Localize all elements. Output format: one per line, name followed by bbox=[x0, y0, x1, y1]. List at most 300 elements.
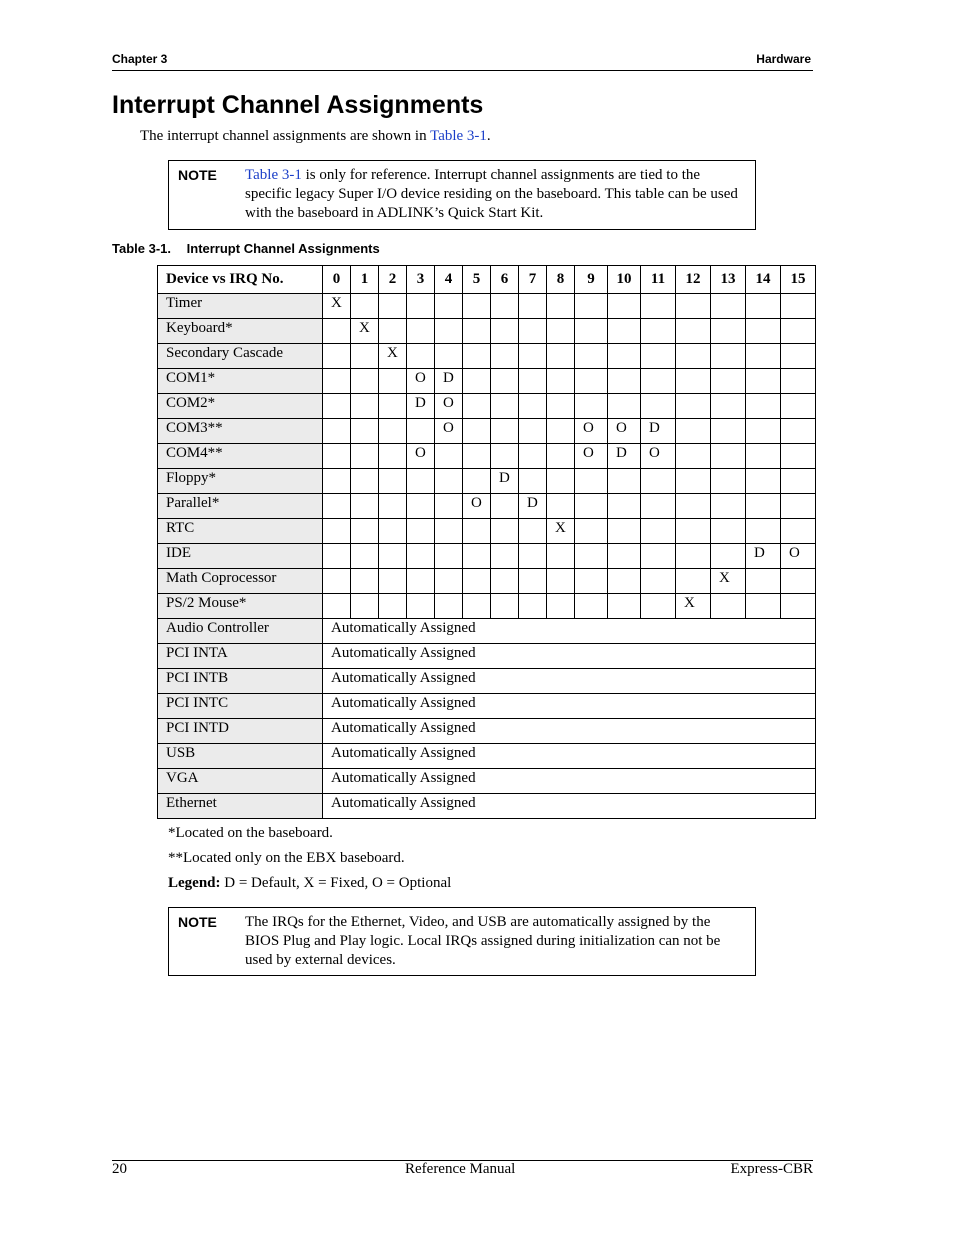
header-irq-12: 12 bbox=[676, 266, 711, 294]
legend-label: Legend: bbox=[168, 875, 221, 891]
irq-cell bbox=[435, 469, 463, 494]
irq-cell bbox=[547, 494, 575, 519]
irq-cell bbox=[781, 419, 816, 444]
irq-cell: D bbox=[491, 469, 519, 494]
irq-cell bbox=[641, 469, 676, 494]
irq-cell bbox=[575, 294, 608, 319]
irq-cell bbox=[608, 319, 641, 344]
irq-cell bbox=[519, 594, 547, 619]
auto-assigned-cell: Automatically Assigned bbox=[323, 669, 816, 694]
header-irq-1: 1 bbox=[351, 266, 379, 294]
irq-cell bbox=[323, 444, 351, 469]
header-irq-7: 7 bbox=[519, 266, 547, 294]
header-irq-0: 0 bbox=[323, 266, 351, 294]
irq-assignment-table bbox=[157, 265, 816, 819]
irq-cell: O bbox=[575, 419, 608, 444]
irq-cell bbox=[407, 344, 435, 369]
irq-cell bbox=[435, 594, 463, 619]
irq-cell bbox=[746, 394, 781, 419]
irq-cell bbox=[435, 344, 463, 369]
irq-cell bbox=[323, 344, 351, 369]
irq-cell bbox=[323, 544, 351, 569]
note-text: The IRQs for the Ethernet, Video, and USB are automatically assigned by the BIOS Plug and Play logic. Local IRQs assigned during initialization can not be used by external devices. bbox=[245, 914, 721, 968]
irq-cell bbox=[379, 544, 407, 569]
device-name: Keyboard* bbox=[158, 319, 323, 344]
irq-cell bbox=[463, 569, 491, 594]
table-row bbox=[158, 344, 816, 369]
irq-cell: O bbox=[407, 369, 435, 394]
irq-cell bbox=[323, 494, 351, 519]
device-name: PCI INTC bbox=[158, 694, 323, 719]
table-row bbox=[158, 444, 816, 469]
irq-cell bbox=[676, 369, 711, 394]
table-row bbox=[158, 519, 816, 544]
irq-cell bbox=[519, 569, 547, 594]
irq-cell bbox=[463, 294, 491, 319]
irq-cell bbox=[711, 369, 746, 394]
note-box-irq bbox=[168, 907, 756, 976]
irq-cell bbox=[781, 569, 816, 594]
note-body: is only for reference. Interrupt channel assignments are tied to the specific legacy Super I/O device residing on the baseboard. This table can be used with the baseboard in ADLINK’s Quick Start Kit. bbox=[245, 167, 738, 221]
irq-cell bbox=[781, 519, 816, 544]
irq-cell: X bbox=[351, 319, 379, 344]
footnote-ebx: **Located only on the EBX baseboard. bbox=[168, 850, 405, 866]
irq-cell bbox=[379, 369, 407, 394]
irq-cell bbox=[547, 344, 575, 369]
irq-cell: X bbox=[676, 594, 711, 619]
device-name: COM1* bbox=[158, 369, 323, 394]
intro-text: The interrupt channel assignments are shown in bbox=[140, 128, 431, 144]
irq-cell bbox=[407, 594, 435, 619]
irq-cell bbox=[407, 294, 435, 319]
irq-cell bbox=[746, 469, 781, 494]
irq-cell bbox=[519, 519, 547, 544]
irq-cell bbox=[351, 594, 379, 619]
irq-cell bbox=[641, 344, 676, 369]
irq-cell bbox=[407, 494, 435, 519]
irq-cell bbox=[676, 544, 711, 569]
irq-cell bbox=[676, 294, 711, 319]
device-name: PS/2 Mouse* bbox=[158, 594, 323, 619]
irq-cell: O bbox=[641, 444, 676, 469]
irq-cell: X bbox=[547, 519, 575, 544]
page-footer bbox=[112, 1160, 813, 1181]
irq-cell bbox=[676, 569, 711, 594]
irq-cell bbox=[463, 469, 491, 494]
page-title: Interrupt Channel Assignments bbox=[112, 91, 484, 119]
irq-cell bbox=[435, 294, 463, 319]
irq-cell bbox=[463, 394, 491, 419]
auto-assigned-cell: Automatically Assigned bbox=[323, 719, 816, 744]
irq-cell bbox=[641, 494, 676, 519]
irq-cell bbox=[781, 394, 816, 419]
table-row bbox=[158, 319, 816, 344]
irq-cell bbox=[491, 369, 519, 394]
irq-cell bbox=[641, 294, 676, 319]
irq-cell bbox=[351, 544, 379, 569]
irq-cell bbox=[435, 569, 463, 594]
irq-cell bbox=[547, 469, 575, 494]
irq-cell bbox=[676, 344, 711, 369]
irq-cell bbox=[323, 419, 351, 444]
auto-assigned-cell: Automatically Assigned bbox=[323, 694, 816, 719]
irq-cell bbox=[351, 419, 379, 444]
irq-cell bbox=[547, 369, 575, 394]
device-name: Ethernet bbox=[158, 794, 323, 819]
intro-end: . bbox=[486, 128, 491, 144]
irq-cell bbox=[435, 494, 463, 519]
device-name: Floppy* bbox=[158, 469, 323, 494]
irq-cell bbox=[781, 594, 816, 619]
note-table-link[interactable]: Table 3-1 bbox=[245, 167, 302, 183]
irq-cell bbox=[519, 369, 547, 394]
irq-cell bbox=[641, 369, 676, 394]
irq-cell bbox=[711, 319, 746, 344]
irq-cell bbox=[491, 519, 519, 544]
irq-cell bbox=[608, 569, 641, 594]
irq-cell bbox=[547, 294, 575, 319]
irq-cell bbox=[351, 394, 379, 419]
irq-cell: O bbox=[781, 544, 816, 569]
irq-cell: X bbox=[379, 344, 407, 369]
irq-cell bbox=[351, 294, 379, 319]
irq-cell bbox=[676, 444, 711, 469]
irq-cell: O bbox=[435, 394, 463, 419]
auto-assigned-cell: Automatically Assigned bbox=[323, 794, 816, 819]
irq-cell bbox=[323, 519, 351, 544]
header-irq-3: 3 bbox=[407, 266, 435, 294]
irq-cell: D bbox=[407, 394, 435, 419]
irq-cell bbox=[575, 369, 608, 394]
irq-cell bbox=[608, 519, 641, 544]
irq-cell bbox=[407, 519, 435, 544]
irq-cell bbox=[351, 569, 379, 594]
irq-cell bbox=[547, 594, 575, 619]
irq-cell bbox=[711, 344, 746, 369]
irq-cell bbox=[435, 544, 463, 569]
irq-cell bbox=[491, 394, 519, 419]
table-row bbox=[158, 544, 816, 569]
auto-assigned-cell: Automatically Assigned bbox=[323, 619, 816, 644]
irq-cell bbox=[407, 419, 435, 444]
irq-cell bbox=[781, 494, 816, 519]
irq-cell bbox=[641, 594, 676, 619]
device-name: COM4** bbox=[158, 444, 323, 469]
table-row bbox=[158, 794, 816, 819]
irq-cell: X bbox=[323, 294, 351, 319]
irq-cell: D bbox=[608, 444, 641, 469]
irq-cell bbox=[379, 419, 407, 444]
auto-assigned-cell: Automatically Assigned bbox=[323, 744, 816, 769]
irq-cell bbox=[379, 319, 407, 344]
table-header-row bbox=[158, 266, 816, 294]
irq-cell bbox=[575, 569, 608, 594]
irq-cell bbox=[491, 444, 519, 469]
irq-cell bbox=[351, 494, 379, 519]
irq-cell bbox=[491, 294, 519, 319]
irq-cell bbox=[641, 519, 676, 544]
irq-cell bbox=[463, 444, 491, 469]
irq-cell bbox=[608, 494, 641, 519]
header-irq-13: 13 bbox=[711, 266, 746, 294]
irq-cell bbox=[379, 394, 407, 419]
table-row bbox=[158, 294, 816, 319]
irq-cell bbox=[608, 344, 641, 369]
device-name: IDE bbox=[158, 544, 323, 569]
irq-cell bbox=[575, 344, 608, 369]
irq-cell bbox=[491, 494, 519, 519]
irq-cell: O bbox=[463, 494, 491, 519]
header-section: Hardware bbox=[756, 52, 811, 66]
page-header bbox=[112, 52, 813, 71]
irq-cell bbox=[575, 519, 608, 544]
irq-cell bbox=[463, 519, 491, 544]
device-name: Parallel* bbox=[158, 494, 323, 519]
irq-cell bbox=[491, 544, 519, 569]
irq-cell bbox=[323, 394, 351, 419]
irq-cell bbox=[491, 569, 519, 594]
device-name: USB bbox=[158, 744, 323, 769]
irq-cell bbox=[407, 544, 435, 569]
irq-cell: O bbox=[407, 444, 435, 469]
irq-cell bbox=[781, 369, 816, 394]
irq-cell bbox=[781, 319, 816, 344]
irq-cell bbox=[351, 344, 379, 369]
irq-cell bbox=[608, 594, 641, 619]
irq-cell bbox=[711, 294, 746, 319]
irq-cell bbox=[379, 594, 407, 619]
table-row bbox=[158, 769, 816, 794]
irq-cell bbox=[547, 419, 575, 444]
footnote-baseboard: *Located on the baseboard. bbox=[168, 825, 333, 841]
irq-cell bbox=[463, 319, 491, 344]
irq-cell bbox=[463, 369, 491, 394]
table-row bbox=[158, 419, 816, 444]
header-irq-8: 8 bbox=[547, 266, 575, 294]
header-irq-9: 9 bbox=[575, 266, 608, 294]
irq-cell bbox=[746, 594, 781, 619]
irq-cell bbox=[519, 544, 547, 569]
irq-cell bbox=[711, 469, 746, 494]
device-name: Math Coprocessor bbox=[158, 569, 323, 594]
note-label: NOTE bbox=[178, 914, 217, 930]
irq-cell bbox=[351, 444, 379, 469]
irq-cell bbox=[746, 494, 781, 519]
device-name: PCI INTA bbox=[158, 644, 323, 669]
header-chapter: Chapter 3 bbox=[112, 52, 168, 66]
device-name: Secondary Cascade bbox=[158, 344, 323, 369]
irq-cell bbox=[351, 469, 379, 494]
table-caption-number: Table 3-1. bbox=[112, 241, 172, 256]
irq-cell bbox=[547, 319, 575, 344]
irq-cell bbox=[676, 519, 711, 544]
irq-cell: O bbox=[575, 444, 608, 469]
header-irq-6: 6 bbox=[491, 266, 519, 294]
irq-cell bbox=[746, 419, 781, 444]
irq-cell bbox=[575, 394, 608, 419]
irq-cell bbox=[519, 394, 547, 419]
irq-cell bbox=[575, 594, 608, 619]
irq-cell bbox=[379, 294, 407, 319]
auto-assigned-cell: Automatically Assigned bbox=[323, 769, 816, 794]
irq-cell bbox=[746, 344, 781, 369]
irq-cell bbox=[676, 494, 711, 519]
irq-cell bbox=[379, 519, 407, 544]
irq-cell bbox=[746, 319, 781, 344]
irq-cell bbox=[491, 319, 519, 344]
footer-manual: Reference Manual bbox=[405, 1161, 516, 1177]
header-irq-11: 11 bbox=[641, 266, 676, 294]
irq-cell bbox=[463, 544, 491, 569]
table-row bbox=[158, 369, 816, 394]
irq-cell bbox=[519, 419, 547, 444]
irq-cell: O bbox=[608, 419, 641, 444]
irq-cell bbox=[491, 344, 519, 369]
irq-cell bbox=[435, 319, 463, 344]
irq-cell bbox=[711, 419, 746, 444]
header-device-irq: Device vs IRQ No. bbox=[158, 266, 323, 294]
header-irq-4: 4 bbox=[435, 266, 463, 294]
irq-cell: X bbox=[711, 569, 746, 594]
irq-cell bbox=[351, 519, 379, 544]
irq-cell bbox=[547, 444, 575, 469]
device-name: VGA bbox=[158, 769, 323, 794]
irq-cell bbox=[491, 419, 519, 444]
irq-cell bbox=[676, 419, 711, 444]
irq-cell bbox=[608, 294, 641, 319]
irq-cell bbox=[746, 294, 781, 319]
irq-cell bbox=[746, 369, 781, 394]
irq-cell bbox=[547, 394, 575, 419]
irq-cell bbox=[323, 319, 351, 344]
irq-cell bbox=[575, 544, 608, 569]
irq-cell bbox=[575, 494, 608, 519]
table-row bbox=[158, 719, 816, 744]
irq-cell bbox=[519, 469, 547, 494]
irq-cell bbox=[608, 544, 641, 569]
irq-cell: D bbox=[519, 494, 547, 519]
irq-cell bbox=[547, 569, 575, 594]
irq-cell: D bbox=[435, 369, 463, 394]
irq-cell: D bbox=[746, 544, 781, 569]
irq-cell bbox=[781, 469, 816, 494]
table-row bbox=[158, 744, 816, 769]
device-name: Audio Controller bbox=[158, 619, 323, 644]
irq-cell bbox=[463, 344, 491, 369]
irq-cell bbox=[608, 394, 641, 419]
header-irq-2: 2 bbox=[379, 266, 407, 294]
irq-cell bbox=[781, 444, 816, 469]
irq-cell bbox=[407, 569, 435, 594]
irq-cell bbox=[575, 319, 608, 344]
irq-cell bbox=[711, 494, 746, 519]
table-caption-title: Interrupt Channel Assignments bbox=[186, 241, 380, 256]
irq-cell bbox=[781, 294, 816, 319]
table-row bbox=[158, 694, 816, 719]
irq-cell bbox=[463, 594, 491, 619]
irq-cell bbox=[641, 319, 676, 344]
legend bbox=[168, 874, 451, 892]
header-irq-10: 10 bbox=[608, 266, 641, 294]
irq-cell bbox=[351, 369, 379, 394]
device-name: PCI INTD bbox=[158, 719, 323, 744]
legend-text: D = Default, X = Fixed, O = Optional bbox=[220, 875, 452, 891]
irq-cell bbox=[519, 294, 547, 319]
irq-cell bbox=[746, 569, 781, 594]
table-row bbox=[158, 644, 816, 669]
table-row bbox=[158, 494, 816, 519]
device-name: COM3** bbox=[158, 419, 323, 444]
irq-cell bbox=[711, 444, 746, 469]
irq-cell bbox=[676, 394, 711, 419]
irq-cell bbox=[746, 444, 781, 469]
irq-cell bbox=[608, 469, 641, 494]
table-row bbox=[158, 619, 816, 644]
irq-cell: O bbox=[435, 419, 463, 444]
header-irq-15: 15 bbox=[781, 266, 816, 294]
irq-cell: D bbox=[641, 419, 676, 444]
auto-assigned-cell: Automatically Assigned bbox=[323, 644, 816, 669]
irq-cell bbox=[463, 419, 491, 444]
table-row bbox=[158, 594, 816, 619]
irq-cell bbox=[519, 319, 547, 344]
irq-cell bbox=[711, 394, 746, 419]
table-link[interactable]: Table 3-1 bbox=[430, 128, 487, 144]
irq-cell bbox=[435, 444, 463, 469]
table-row bbox=[158, 469, 816, 494]
device-name: Timer bbox=[158, 294, 323, 319]
irq-cell bbox=[641, 569, 676, 594]
irq-cell bbox=[435, 519, 463, 544]
irq-cell bbox=[323, 469, 351, 494]
irq-cell bbox=[323, 594, 351, 619]
irq-cell bbox=[746, 519, 781, 544]
irq-cell bbox=[323, 369, 351, 394]
irq-cell bbox=[407, 319, 435, 344]
irq-cell bbox=[407, 469, 435, 494]
irq-cell bbox=[519, 444, 547, 469]
irq-cell bbox=[711, 519, 746, 544]
note-box-reference bbox=[168, 160, 756, 230]
table-row bbox=[158, 669, 816, 694]
irq-cell bbox=[608, 369, 641, 394]
table-row bbox=[158, 569, 816, 594]
irq-cell bbox=[491, 594, 519, 619]
note-label: NOTE bbox=[178, 167, 217, 183]
intro-paragraph bbox=[140, 127, 491, 145]
irq-cell bbox=[547, 544, 575, 569]
irq-cell bbox=[711, 594, 746, 619]
irq-cell bbox=[379, 444, 407, 469]
irq-cell bbox=[323, 569, 351, 594]
irq-cell bbox=[379, 569, 407, 594]
device-name: RTC bbox=[158, 519, 323, 544]
page-number: 20 bbox=[112, 1161, 127, 1177]
irq-cell bbox=[575, 469, 608, 494]
table-row bbox=[158, 394, 816, 419]
irq-cell bbox=[781, 344, 816, 369]
irq-cell bbox=[676, 469, 711, 494]
irq-cell bbox=[519, 344, 547, 369]
device-name: COM2* bbox=[158, 394, 323, 419]
irq-cell bbox=[641, 394, 676, 419]
footer-product: Express-CBR bbox=[730, 1161, 813, 1177]
header-irq-5: 5 bbox=[463, 266, 491, 294]
irq-cell bbox=[641, 544, 676, 569]
table-caption bbox=[112, 241, 380, 256]
irq-cell bbox=[379, 494, 407, 519]
device-name: PCI INTB bbox=[158, 669, 323, 694]
